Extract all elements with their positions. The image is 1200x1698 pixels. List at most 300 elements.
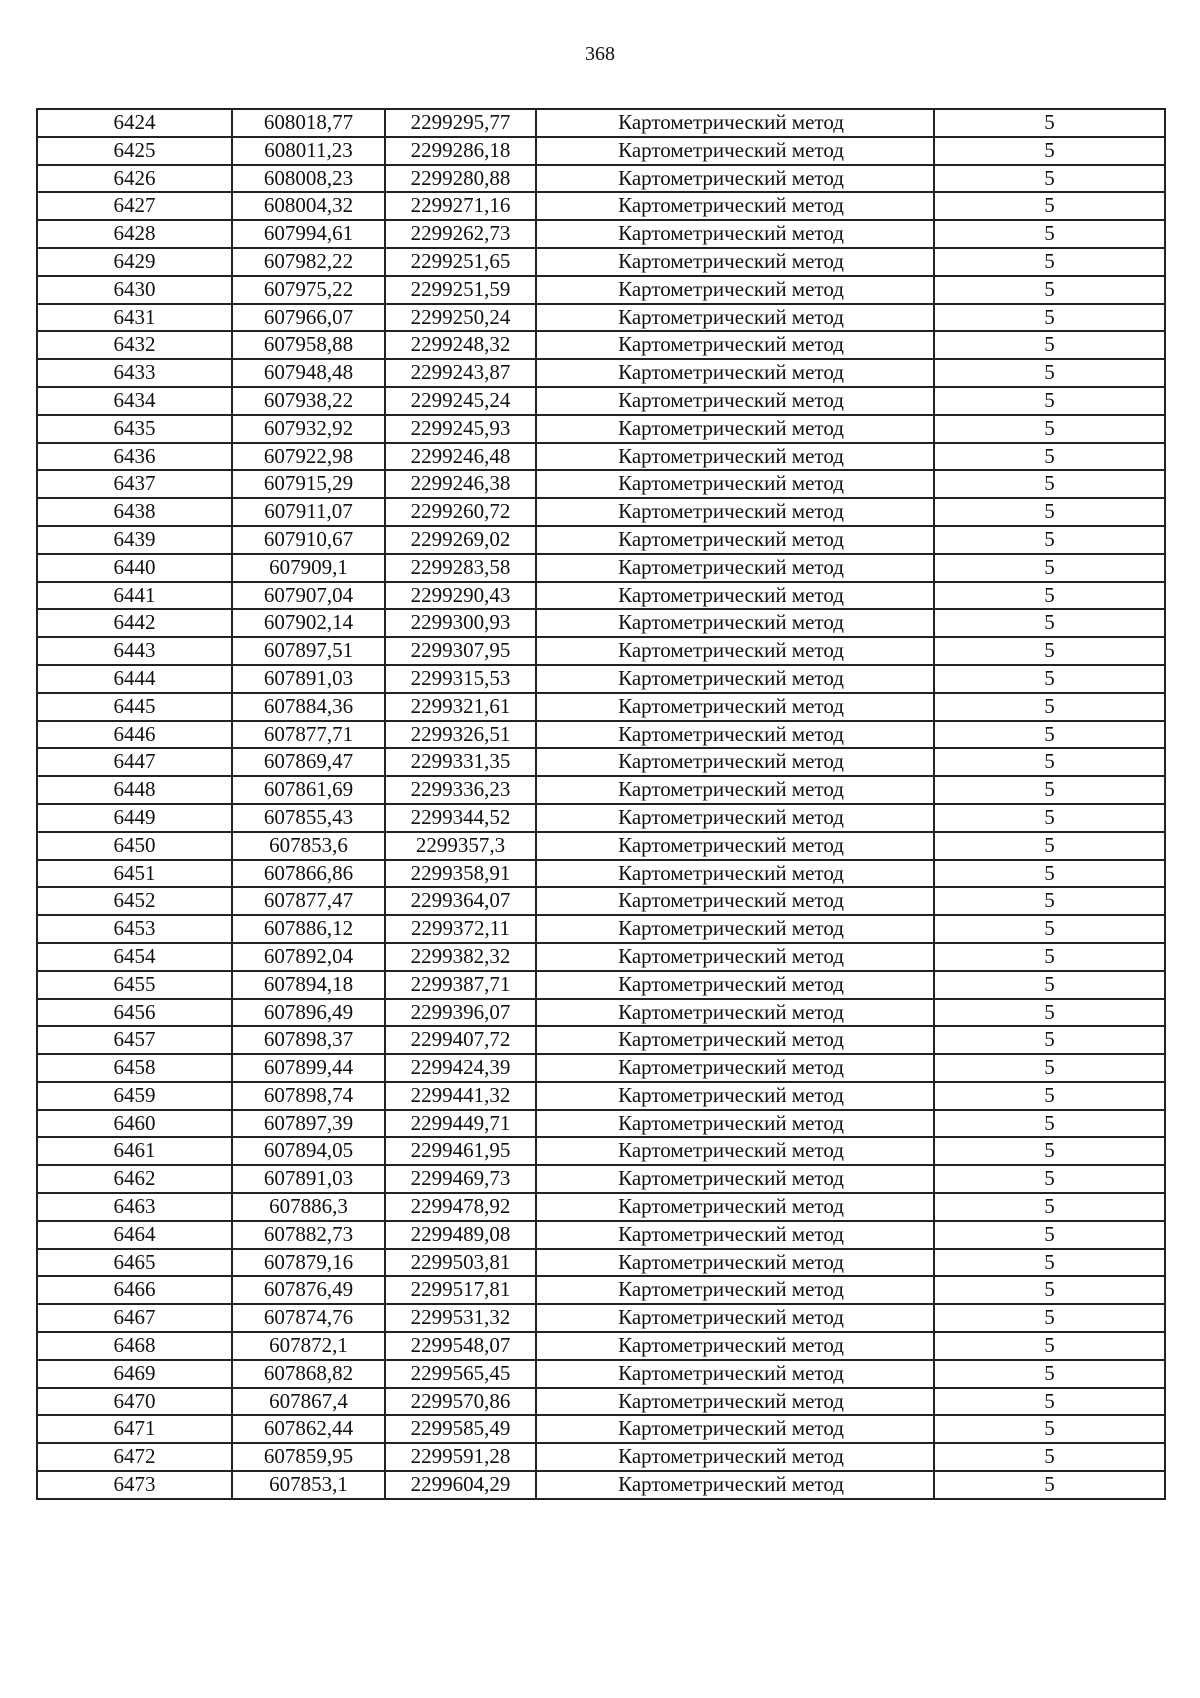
- accuracy-cell: 5: [934, 943, 1165, 971]
- page-number: 368: [585, 43, 615, 65]
- accuracy-cell: 5: [934, 804, 1165, 832]
- method-cell: Картометрический метод: [536, 165, 934, 193]
- table-row: [37, 498, 1165, 526]
- method-cell: Картометрический метод: [536, 721, 934, 749]
- x-coordinate-cell: 607966,07: [232, 304, 385, 332]
- accuracy-cell: 5: [934, 498, 1165, 526]
- accuracy-cell: 5: [934, 192, 1165, 220]
- point-number-cell: 6464: [37, 1221, 232, 1249]
- method-cell: Картометрический метод: [536, 109, 934, 137]
- x-coordinate-cell: 607932,92: [232, 415, 385, 443]
- y-coordinate-cell: 2299283,58: [385, 554, 536, 582]
- x-coordinate-cell: 607894,05: [232, 1137, 385, 1165]
- table-row: [37, 1110, 1165, 1138]
- x-coordinate-cell: 608004,32: [232, 192, 385, 220]
- table-row: [37, 220, 1165, 248]
- accuracy-cell: 5: [934, 470, 1165, 498]
- y-coordinate-cell: 2299387,71: [385, 971, 536, 999]
- table-row: [37, 470, 1165, 498]
- y-coordinate-cell: 2299251,65: [385, 248, 536, 276]
- point-number-cell: 6440: [37, 554, 232, 582]
- accuracy-cell: 5: [934, 526, 1165, 554]
- x-coordinate-cell: 607915,29: [232, 470, 385, 498]
- y-coordinate-cell: 2299243,87: [385, 359, 536, 387]
- y-coordinate-cell: 2299364,07: [385, 887, 536, 915]
- table-row: [37, 1360, 1165, 1388]
- y-coordinate-cell: 2299326,51: [385, 721, 536, 749]
- accuracy-cell: 5: [934, 304, 1165, 332]
- point-number-cell: 6450: [37, 832, 232, 860]
- method-cell: Картометрический метод: [536, 276, 934, 304]
- point-number-cell: 6470: [37, 1388, 232, 1416]
- table-row: [37, 1137, 1165, 1165]
- x-coordinate-cell: 607861,69: [232, 776, 385, 804]
- table-row: [37, 665, 1165, 693]
- x-coordinate-cell: 607877,71: [232, 721, 385, 749]
- method-cell: Картометрический метод: [536, 331, 934, 359]
- table-row: [37, 359, 1165, 387]
- point-number-cell: 6436: [37, 443, 232, 471]
- method-cell: Картометрический метод: [536, 1054, 934, 1082]
- table-row: [37, 165, 1165, 193]
- table-row: [37, 526, 1165, 554]
- table-row: [37, 192, 1165, 220]
- point-number-cell: 6451: [37, 860, 232, 888]
- table-row: [37, 304, 1165, 332]
- method-cell: Картометрический метод: [536, 248, 934, 276]
- accuracy-cell: 5: [934, 665, 1165, 693]
- point-number-cell: 6449: [37, 804, 232, 832]
- y-coordinate-cell: 2299245,24: [385, 387, 536, 415]
- accuracy-cell: 5: [934, 276, 1165, 304]
- table-row: [37, 1332, 1165, 1360]
- method-cell: Картометрический метод: [536, 1304, 934, 1332]
- point-number-cell: 6435: [37, 415, 232, 443]
- x-coordinate-cell: 607948,48: [232, 359, 385, 387]
- x-coordinate-cell: 607886,3: [232, 1193, 385, 1221]
- y-coordinate-cell: 2299469,73: [385, 1165, 536, 1193]
- accuracy-cell: 5: [934, 1360, 1165, 1388]
- accuracy-cell: 5: [934, 721, 1165, 749]
- y-coordinate-cell: 2299503,81: [385, 1249, 536, 1277]
- x-coordinate-cell: 607922,98: [232, 443, 385, 471]
- table-row: [37, 1054, 1165, 1082]
- y-coordinate-cell: 2299441,32: [385, 1082, 536, 1110]
- method-cell: Картометрический метод: [536, 387, 934, 415]
- y-coordinate-cell: 2299382,32: [385, 943, 536, 971]
- x-coordinate-cell: 607877,47: [232, 887, 385, 915]
- table-row: [37, 1415, 1165, 1443]
- table-row: [37, 387, 1165, 415]
- table-row: [37, 804, 1165, 832]
- method-cell: Картометрический метод: [536, 1332, 934, 1360]
- y-coordinate-cell: 2299246,48: [385, 443, 536, 471]
- accuracy-cell: 5: [934, 832, 1165, 860]
- x-coordinate-cell: 607891,03: [232, 1165, 385, 1193]
- accuracy-cell: 5: [934, 248, 1165, 276]
- point-number-cell: 6432: [37, 331, 232, 359]
- point-number-cell: 6460: [37, 1110, 232, 1138]
- x-coordinate-cell: 607891,03: [232, 665, 385, 693]
- method-cell: Картометрический метод: [536, 359, 934, 387]
- table-row: [37, 1165, 1165, 1193]
- x-coordinate-cell: 607911,07: [232, 498, 385, 526]
- y-coordinate-cell: 2299331,35: [385, 748, 536, 776]
- x-coordinate-cell: 607897,39: [232, 1110, 385, 1138]
- point-number-cell: 6445: [37, 693, 232, 721]
- method-cell: Картометрический метод: [536, 1471, 934, 1499]
- accuracy-cell: 5: [934, 415, 1165, 443]
- y-coordinate-cell: 2299295,77: [385, 109, 536, 137]
- x-coordinate-cell: 608008,23: [232, 165, 385, 193]
- y-coordinate-cell: 2299280,88: [385, 165, 536, 193]
- y-coordinate-cell: 2299251,59: [385, 276, 536, 304]
- point-number-cell: 6446: [37, 721, 232, 749]
- method-cell: Картометрический метод: [536, 860, 934, 888]
- y-coordinate-cell: 2299424,39: [385, 1054, 536, 1082]
- table-row: [37, 415, 1165, 443]
- table-row: [37, 860, 1165, 888]
- table-row: [37, 609, 1165, 637]
- method-cell: Картометрический метод: [536, 220, 934, 248]
- point-number-cell: 6459: [37, 1082, 232, 1110]
- accuracy-cell: 5: [934, 1137, 1165, 1165]
- x-coordinate-cell: 607994,61: [232, 220, 385, 248]
- point-number-cell: 6447: [37, 748, 232, 776]
- accuracy-cell: 5: [934, 860, 1165, 888]
- method-cell: Картометрический метод: [536, 971, 934, 999]
- accuracy-cell: 5: [934, 1165, 1165, 1193]
- y-coordinate-cell: 2299585,49: [385, 1415, 536, 1443]
- table-row: [37, 1388, 1165, 1416]
- point-number-cell: 6463: [37, 1193, 232, 1221]
- table-row: [37, 1221, 1165, 1249]
- y-coordinate-cell: 2299478,92: [385, 1193, 536, 1221]
- y-coordinate-cell: 2299591,28: [385, 1443, 536, 1471]
- x-coordinate-cell: 607876,49: [232, 1276, 385, 1304]
- point-number-cell: 6455: [37, 971, 232, 999]
- y-coordinate-cell: 2299565,45: [385, 1360, 536, 1388]
- x-coordinate-cell: 607886,12: [232, 915, 385, 943]
- x-coordinate-cell: 607853,6: [232, 832, 385, 860]
- y-coordinate-cell: 2299300,93: [385, 609, 536, 637]
- point-number-cell: 6437: [37, 470, 232, 498]
- accuracy-cell: 5: [934, 748, 1165, 776]
- x-coordinate-cell: 607866,86: [232, 860, 385, 888]
- method-cell: Картометрический метод: [536, 304, 934, 332]
- x-coordinate-cell: 607859,95: [232, 1443, 385, 1471]
- x-coordinate-cell: 607982,22: [232, 248, 385, 276]
- point-number-cell: 6457: [37, 1026, 232, 1054]
- y-coordinate-cell: 2299321,61: [385, 693, 536, 721]
- point-number-cell: 6434: [37, 387, 232, 415]
- accuracy-cell: 5: [934, 220, 1165, 248]
- point-number-cell: 6439: [37, 526, 232, 554]
- point-number-cell: 6472: [37, 1443, 232, 1471]
- x-coordinate-cell: 607894,18: [232, 971, 385, 999]
- table-row: [37, 1471, 1165, 1499]
- point-number-cell: 6453: [37, 915, 232, 943]
- point-number-cell: 6428: [37, 220, 232, 248]
- table-row: [37, 1443, 1165, 1471]
- point-number-cell: 6441: [37, 582, 232, 610]
- coordinates-table: [36, 108, 1166, 1500]
- accuracy-cell: 5: [934, 331, 1165, 359]
- table-row: [37, 999, 1165, 1027]
- y-coordinate-cell: 2299250,24: [385, 304, 536, 332]
- method-cell: Картометрический метод: [536, 693, 934, 721]
- table-row: [37, 1304, 1165, 1332]
- point-number-cell: 6458: [37, 1054, 232, 1082]
- x-coordinate-cell: 607898,37: [232, 1026, 385, 1054]
- accuracy-cell: 5: [934, 359, 1165, 387]
- accuracy-cell: 5: [934, 1082, 1165, 1110]
- y-coordinate-cell: 2299396,07: [385, 999, 536, 1027]
- accuracy-cell: 5: [934, 887, 1165, 915]
- accuracy-cell: 5: [934, 915, 1165, 943]
- x-coordinate-cell: 607938,22: [232, 387, 385, 415]
- table-row: [37, 887, 1165, 915]
- table-row: [37, 276, 1165, 304]
- accuracy-cell: 5: [934, 609, 1165, 637]
- x-coordinate-cell: 607853,1: [232, 1471, 385, 1499]
- point-number-cell: 6461: [37, 1137, 232, 1165]
- accuracy-cell: 5: [934, 1054, 1165, 1082]
- x-coordinate-cell: 607882,73: [232, 1221, 385, 1249]
- method-cell: Картометрический метод: [536, 887, 934, 915]
- point-number-cell: 6438: [37, 498, 232, 526]
- table-row: [37, 1249, 1165, 1277]
- accuracy-cell: 5: [934, 165, 1165, 193]
- method-cell: Картометрический метод: [536, 1276, 934, 1304]
- point-number-cell: 6430: [37, 276, 232, 304]
- point-number-cell: 6427: [37, 192, 232, 220]
- accuracy-cell: 5: [934, 971, 1165, 999]
- method-cell: Картометрический метод: [536, 832, 934, 860]
- y-coordinate-cell: 2299358,91: [385, 860, 536, 888]
- table-row: [37, 248, 1165, 276]
- x-coordinate-cell: 607896,49: [232, 999, 385, 1027]
- method-cell: Картометрический метод: [536, 526, 934, 554]
- x-coordinate-cell: 607902,14: [232, 609, 385, 637]
- x-coordinate-cell: 607869,47: [232, 748, 385, 776]
- accuracy-cell: 5: [934, 1110, 1165, 1138]
- table-row: [37, 443, 1165, 471]
- accuracy-cell: 5: [934, 554, 1165, 582]
- accuracy-cell: 5: [934, 999, 1165, 1027]
- x-coordinate-cell: 607868,82: [232, 1360, 385, 1388]
- table-row: [37, 1026, 1165, 1054]
- point-number-cell: 6469: [37, 1360, 232, 1388]
- method-cell: Картометрический метод: [536, 443, 934, 471]
- x-coordinate-cell: 607874,76: [232, 1304, 385, 1332]
- table-row: [37, 693, 1165, 721]
- x-coordinate-cell: 607855,43: [232, 804, 385, 832]
- accuracy-cell: 5: [934, 387, 1165, 415]
- y-coordinate-cell: 2299407,72: [385, 1026, 536, 1054]
- point-number-cell: 6465: [37, 1249, 232, 1277]
- x-coordinate-cell: 607897,51: [232, 637, 385, 665]
- x-coordinate-cell: 607892,04: [232, 943, 385, 971]
- method-cell: Картометрический метод: [536, 804, 934, 832]
- x-coordinate-cell: 608018,77: [232, 109, 385, 137]
- y-coordinate-cell: 2299245,93: [385, 415, 536, 443]
- y-coordinate-cell: 2299570,86: [385, 1388, 536, 1416]
- x-coordinate-cell: 608011,23: [232, 137, 385, 165]
- method-cell: Картометрический метод: [536, 1443, 934, 1471]
- method-cell: Картометрический метод: [536, 498, 934, 526]
- method-cell: Картометрический метод: [536, 1082, 934, 1110]
- y-coordinate-cell: 2299461,95: [385, 1137, 536, 1165]
- accuracy-cell: 5: [934, 776, 1165, 804]
- point-number-cell: 6448: [37, 776, 232, 804]
- x-coordinate-cell: 607975,22: [232, 276, 385, 304]
- table-row: [37, 971, 1165, 999]
- point-number-cell: 6425: [37, 137, 232, 165]
- table-row: [37, 943, 1165, 971]
- y-coordinate-cell: 2299372,11: [385, 915, 536, 943]
- point-number-cell: 6468: [37, 1332, 232, 1360]
- y-coordinate-cell: 2299336,23: [385, 776, 536, 804]
- accuracy-cell: 5: [934, 1249, 1165, 1277]
- method-cell: Картометрический метод: [536, 1249, 934, 1277]
- accuracy-cell: 5: [934, 1276, 1165, 1304]
- point-number-cell: 6433: [37, 359, 232, 387]
- accuracy-cell: 5: [934, 637, 1165, 665]
- method-cell: Картометрический метод: [536, 609, 934, 637]
- x-coordinate-cell: 607884,36: [232, 693, 385, 721]
- method-cell: Картометрический метод: [536, 1415, 934, 1443]
- method-cell: Картометрический метод: [536, 1026, 934, 1054]
- coordinates-table-body: [37, 109, 1165, 1499]
- y-coordinate-cell: 2299307,95: [385, 637, 536, 665]
- accuracy-cell: 5: [934, 443, 1165, 471]
- x-coordinate-cell: 607958,88: [232, 331, 385, 359]
- table-row: [37, 331, 1165, 359]
- y-coordinate-cell: 2299315,53: [385, 665, 536, 693]
- y-coordinate-cell: 2299548,07: [385, 1332, 536, 1360]
- method-cell: Картометрический метод: [536, 915, 934, 943]
- table-row: [37, 137, 1165, 165]
- accuracy-cell: 5: [934, 1443, 1165, 1471]
- point-number-cell: 6467: [37, 1304, 232, 1332]
- y-coordinate-cell: 2299357,3: [385, 832, 536, 860]
- accuracy-cell: 5: [934, 582, 1165, 610]
- point-number-cell: 6456: [37, 999, 232, 1027]
- table-row: [37, 637, 1165, 665]
- y-coordinate-cell: 2299248,32: [385, 331, 536, 359]
- method-cell: Картометрический метод: [536, 470, 934, 498]
- accuracy-cell: 5: [934, 1471, 1165, 1499]
- point-number-cell: 6471: [37, 1415, 232, 1443]
- y-coordinate-cell: 2299286,18: [385, 137, 536, 165]
- table-row: [37, 915, 1165, 943]
- accuracy-cell: 5: [934, 1388, 1165, 1416]
- accuracy-cell: 5: [934, 109, 1165, 137]
- point-number-cell: 6462: [37, 1165, 232, 1193]
- y-coordinate-cell: 2299260,72: [385, 498, 536, 526]
- table-row: [37, 832, 1165, 860]
- method-cell: Картометрический метод: [536, 1193, 934, 1221]
- method-cell: Картометрический метод: [536, 1388, 934, 1416]
- point-number-cell: 6443: [37, 637, 232, 665]
- point-number-cell: 6424: [37, 109, 232, 137]
- method-cell: Картометрический метод: [536, 137, 934, 165]
- y-coordinate-cell: 2299269,02: [385, 526, 536, 554]
- method-cell: Картометрический метод: [536, 192, 934, 220]
- point-number-cell: 6444: [37, 665, 232, 693]
- point-number-cell: 6452: [37, 887, 232, 915]
- y-coordinate-cell: 2299246,38: [385, 470, 536, 498]
- table-row: [37, 721, 1165, 749]
- method-cell: Картометрический метод: [536, 943, 934, 971]
- y-coordinate-cell: 2299489,08: [385, 1221, 536, 1249]
- method-cell: Картометрический метод: [536, 1165, 934, 1193]
- point-number-cell: 6431: [37, 304, 232, 332]
- x-coordinate-cell: 607879,16: [232, 1249, 385, 1277]
- x-coordinate-cell: 607899,44: [232, 1054, 385, 1082]
- x-coordinate-cell: 607898,74: [232, 1082, 385, 1110]
- accuracy-cell: 5: [934, 1026, 1165, 1054]
- method-cell: Картометрический метод: [536, 776, 934, 804]
- method-cell: Картометрический метод: [536, 415, 934, 443]
- table-row: [37, 1276, 1165, 1304]
- table-row: [37, 109, 1165, 137]
- accuracy-cell: 5: [934, 137, 1165, 165]
- table-row: [37, 1193, 1165, 1221]
- point-number-cell: 6426: [37, 165, 232, 193]
- x-coordinate-cell: 607872,1: [232, 1332, 385, 1360]
- y-coordinate-cell: 2299344,52: [385, 804, 536, 832]
- point-number-cell: 6429: [37, 248, 232, 276]
- method-cell: Картометрический метод: [536, 1360, 934, 1388]
- y-coordinate-cell: 2299449,71: [385, 1110, 536, 1138]
- y-coordinate-cell: 2299604,29: [385, 1471, 536, 1499]
- table-row: [37, 554, 1165, 582]
- table-row: [37, 776, 1165, 804]
- accuracy-cell: 5: [934, 1193, 1165, 1221]
- accuracy-cell: 5: [934, 1221, 1165, 1249]
- point-number-cell: 6442: [37, 609, 232, 637]
- accuracy-cell: 5: [934, 1304, 1165, 1332]
- accuracy-cell: 5: [934, 1415, 1165, 1443]
- x-coordinate-cell: 607907,04: [232, 582, 385, 610]
- y-coordinate-cell: 2299290,43: [385, 582, 536, 610]
- point-number-cell: 6473: [37, 1471, 232, 1499]
- accuracy-cell: 5: [934, 1332, 1165, 1360]
- y-coordinate-cell: 2299262,73: [385, 220, 536, 248]
- method-cell: Картометрический метод: [536, 748, 934, 776]
- x-coordinate-cell: 607862,44: [232, 1415, 385, 1443]
- x-coordinate-cell: 607910,67: [232, 526, 385, 554]
- x-coordinate-cell: 607867,4: [232, 1388, 385, 1416]
- point-number-cell: 6466: [37, 1276, 232, 1304]
- y-coordinate-cell: 2299531,32: [385, 1304, 536, 1332]
- method-cell: Картометрический метод: [536, 582, 934, 610]
- y-coordinate-cell: 2299517,81: [385, 1276, 536, 1304]
- x-coordinate-cell: 607909,1: [232, 554, 385, 582]
- table-row: [37, 748, 1165, 776]
- accuracy-cell: 5: [934, 693, 1165, 721]
- table-row: [37, 1082, 1165, 1110]
- table-row: [37, 582, 1165, 610]
- y-coordinate-cell: 2299271,16: [385, 192, 536, 220]
- method-cell: Картометрический метод: [536, 637, 934, 665]
- method-cell: Картометрический метод: [536, 1221, 934, 1249]
- method-cell: Картометрический метод: [536, 665, 934, 693]
- method-cell: Картометрический метод: [536, 999, 934, 1027]
- method-cell: Картометрический метод: [536, 554, 934, 582]
